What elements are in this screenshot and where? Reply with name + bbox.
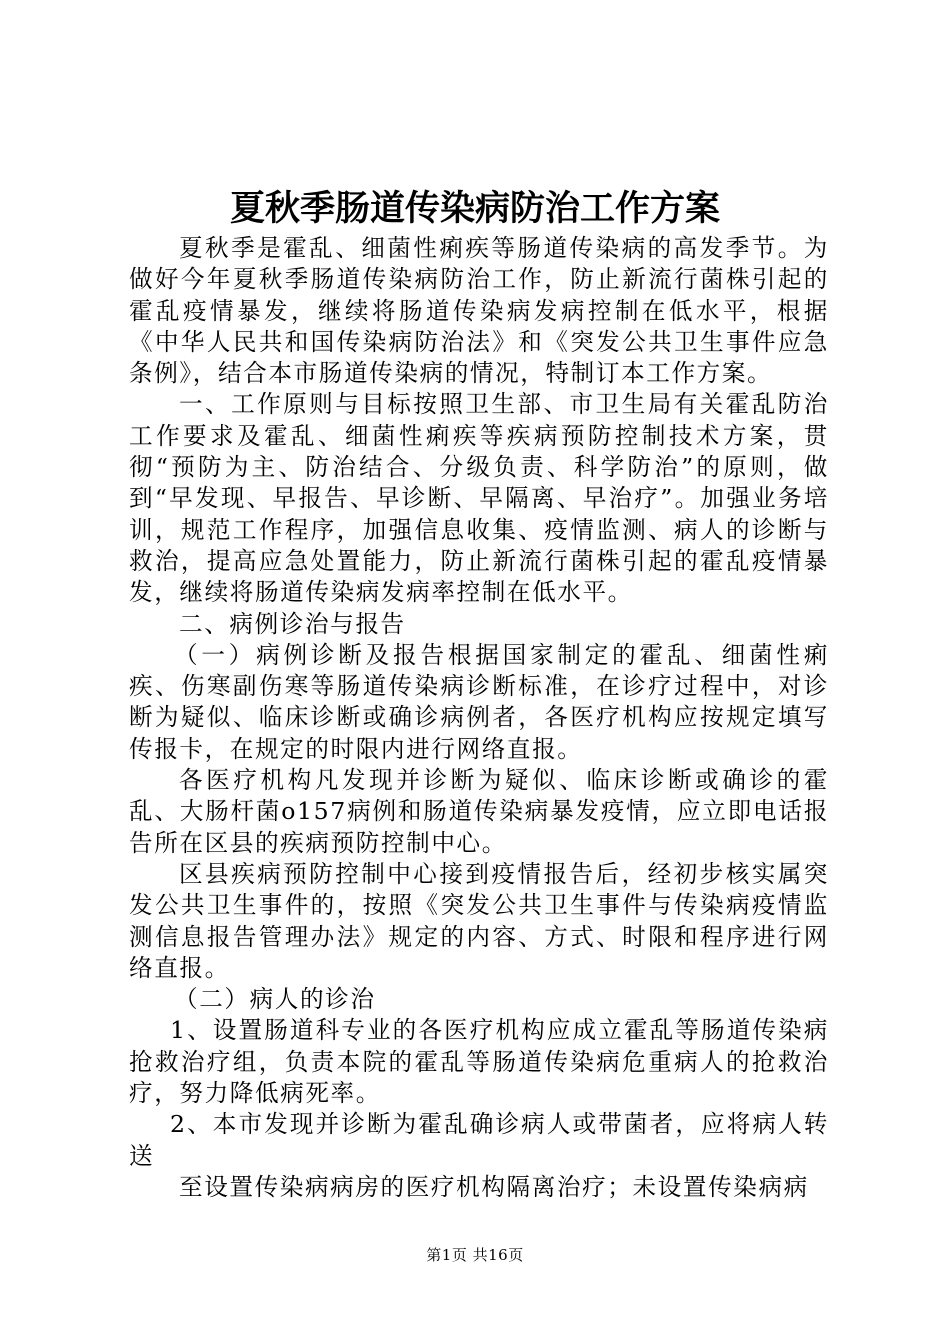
paragraph-subsection-1: （一）病例诊断及报告根据国家制定的霍乱、细菌性痢疾、伤寒副伤寒等肠道传染病诊断标准，在诊疗过程中，对诊断为疑似、临床诊断或确诊病例者，各医疗机构应按规定填写传报卡，在规定的时限内进行网络直报。: [129, 640, 829, 763]
heading-subsection-2: （二）病人的诊治: [174, 985, 376, 1014]
paragraph-section-1: 一、工作原则与目标按照卫生部、市卫生局有关霍乱防治工作要求及霍乱、细菌性痢疾等疾病预防控制技术方案，贯彻“预防为主、防治结合、分级负责、科学防治”的原则，做到“早发现、早报告、早诊断、早隔离、早治疗”。加强业务培训，规范工作程序，加强信息收集、疫情监测、病人的诊断与救治，提高应急处置能力，防止新流行菌株引起的霍乱疫情暴发，继续将肠道传染病发病率控制在低水平。: [129, 390, 829, 607]
paragraph-cdc-reporting: 区县疾病预防控制中心接到疫情报告后，经初步核实属突发公共卫生事件的，按照《突发公共卫生事件与传染病疫情监测信息报告管理办法》规定的内容、方式、时限和程序进行网络直报。: [129, 859, 829, 982]
paragraph-item-1: 1、设置肠道科专业的各医疗机构应成立霍乱等肠道传染病抢救治疗组，负责本院的霍乱等肠道传染病危重病人的抢救治疗，努力降低病死率。: [129, 1016, 829, 1108]
paragraph-reporting: 各医疗机构凡发现并诊断为疑似、临床诊断或确诊的霍乱、大肠杆菌o157病例和肠道传染病暴发疫情，应立即电话报告所在区县的疾病预防控制中心。: [129, 766, 829, 857]
paragraph-item-2: 2、本市发现并诊断为霍乱确诊病人或带菌者，应将病人转送: [129, 1110, 829, 1170]
document-title: 夏秋季肠道传染病防治工作方案: [229, 188, 720, 229]
paragraph-intro: 夏秋季是霍乱、细菌性痢疾等肠道传染病的高发季节。为做好今年夏秋季肠道传染病防治工作，防止新流行菌株引起的霍乱疫情暴发，继续将肠道传染病发病控制在低水平，根据《中华人民共和国传染病防治法》和《突发公共卫生事件应急条例》，结合本市肠道传染病的情况，特制订本工作方案。: [129, 234, 829, 388]
paragraph-continuation: 至设置传染病病房的医疗机构隔离治疗；未设置传染病病: [179, 1172, 809, 1201]
heading-section-2: 二、病例诊治与报告: [179, 609, 406, 638]
document-body: [129, 233, 829, 1203]
page-footer: 第1页 共16页: [426, 1246, 524, 1264]
